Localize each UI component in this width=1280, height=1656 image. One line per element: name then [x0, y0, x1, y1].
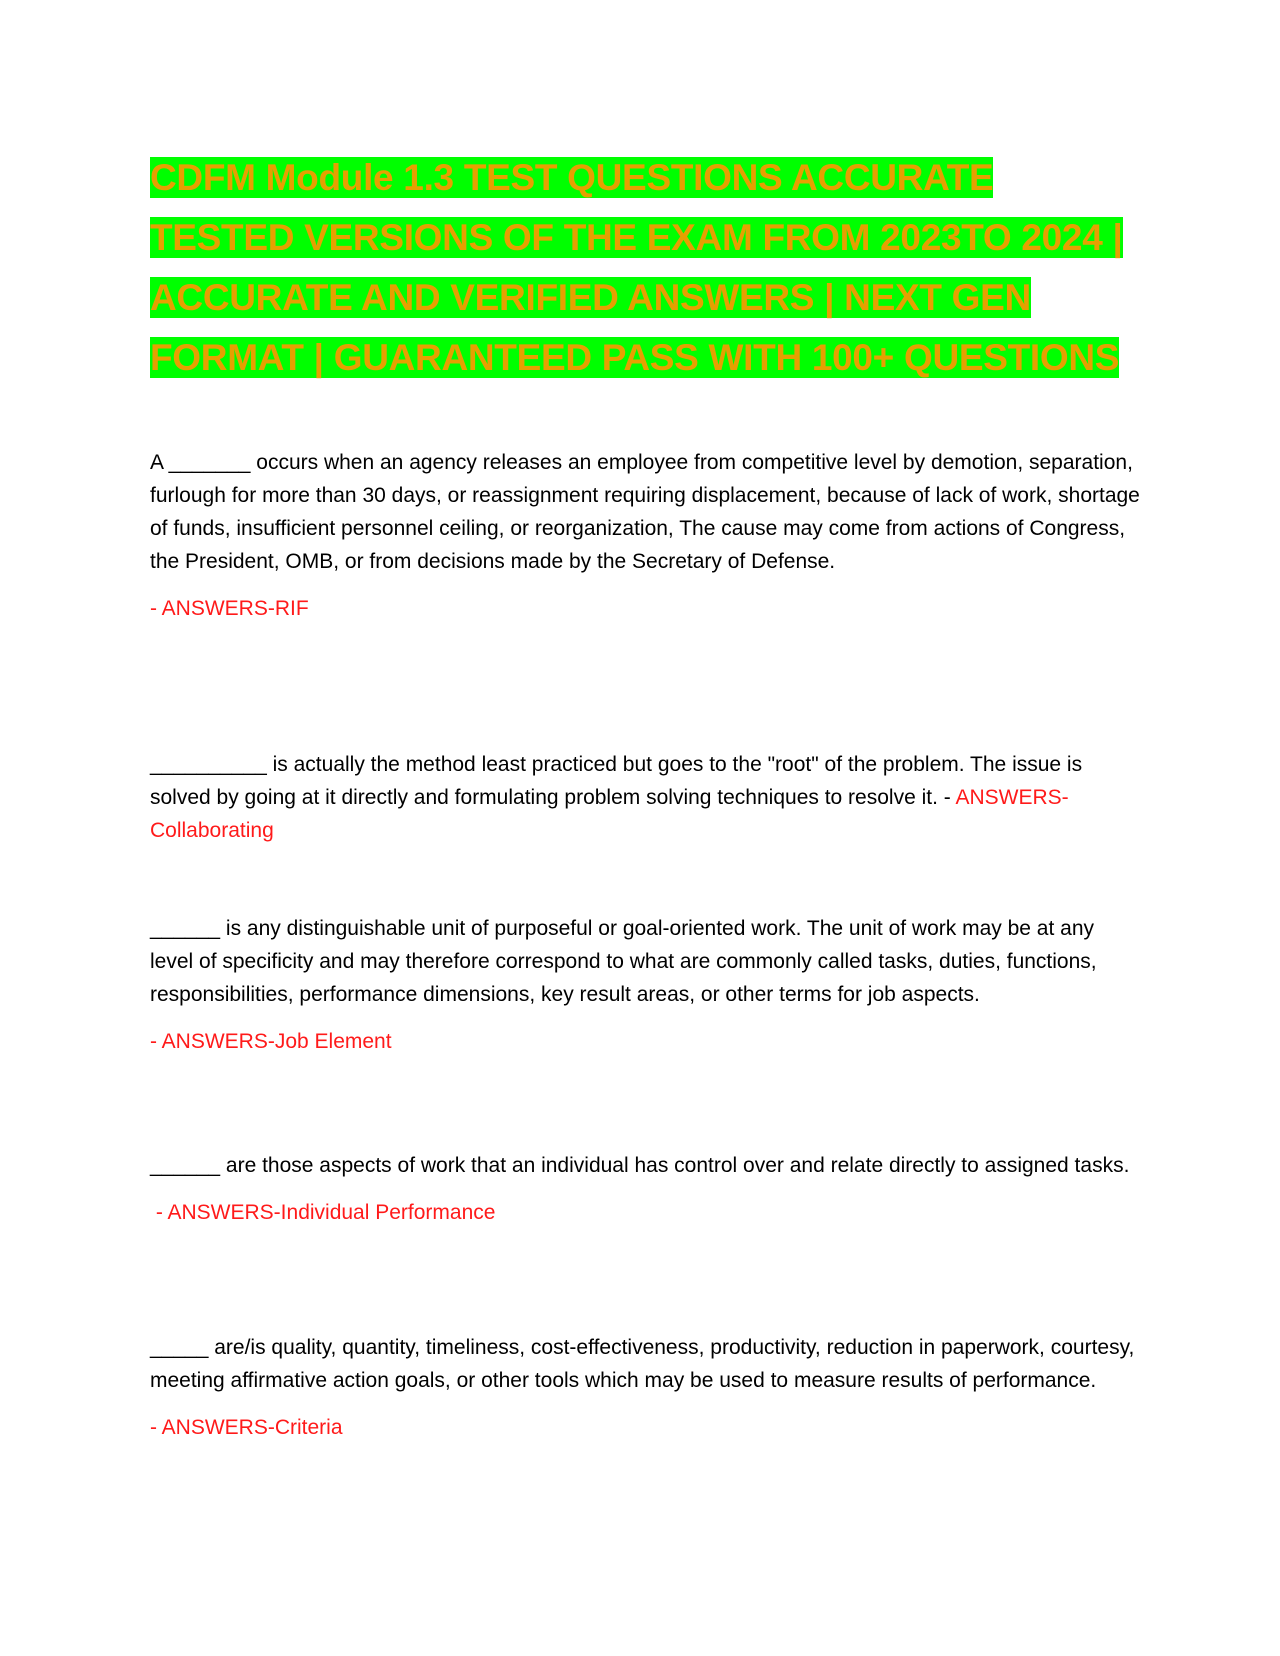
answer-text: - ANSWERS-Individual Performance [150, 1201, 496, 1224]
qa-item-4 [150, 1149, 1140, 1229]
qa-item-3 [150, 912, 1140, 1058]
question-text: A _______ occurs when an agency releases an employee from competitive level by demotion, separation, furlough for more than 30 days, or reassignment requiring displacement, because of lack of work, shortage of funds, insufficient personnel ceiling, or reorganization, The cause may come from actions of Congress, the President, OMB, or from decisions made by the Secretary of Defense. [150, 451, 1140, 573]
question-text: ______ are those aspects of work that an individual has control over and relate directly to assigned tasks. [150, 1154, 1130, 1177]
document-page [150, 148, 1140, 1439]
question-text-content: __________ is actually the method least practiced but goes to the "root" of the problem. The issue is solved by going at it directly and formulating problem solving techniques to resolve it. - [150, 753, 1083, 809]
answer-text: ANSWERS-Collaborating [150, 786, 1069, 842]
qa-item-5 [150, 1331, 1140, 1444]
document-title [150, 148, 1140, 388]
answer-text: - ANSWERS-Job Element [150, 1030, 392, 1053]
qa-item-1 [150, 446, 1140, 625]
document-title-text: CDFM Module 1.3 TEST QUESTIONS ACCURATE TESTED VERSIONS OF THE EXAM FROM 2023TO 2024 | ACCURATE AND VERIFIED ANSWERS | NEXT GEN FORMAT | GUARANTEED PASS WITH 100+ QUESTIONS [150, 157, 1123, 378]
question-text: ______ is any distinguishable unit of purposeful or goal-oriented work. The unit of work may be at any level of specificity and may therefore correspond to what are commonly called tasks, duties, functions, responsibilities, performance dimensions, key result areas, or other terms for job aspects. [150, 917, 1097, 1006]
answer-text: - ANSWERS-RIF [150, 597, 309, 620]
question-text [150, 748, 1140, 847]
qa-item-2 [150, 748, 1140, 847]
question-text: _____ are/is quality, quantity, timeliness, cost-effectiveness, productivity, reduction in paperwork, courtesy, meeting affirmative action goals, or other tools which may be used to measure results of performance. [150, 1336, 1135, 1392]
answer-text: - ANSWERS-Criteria [150, 1416, 343, 1439]
